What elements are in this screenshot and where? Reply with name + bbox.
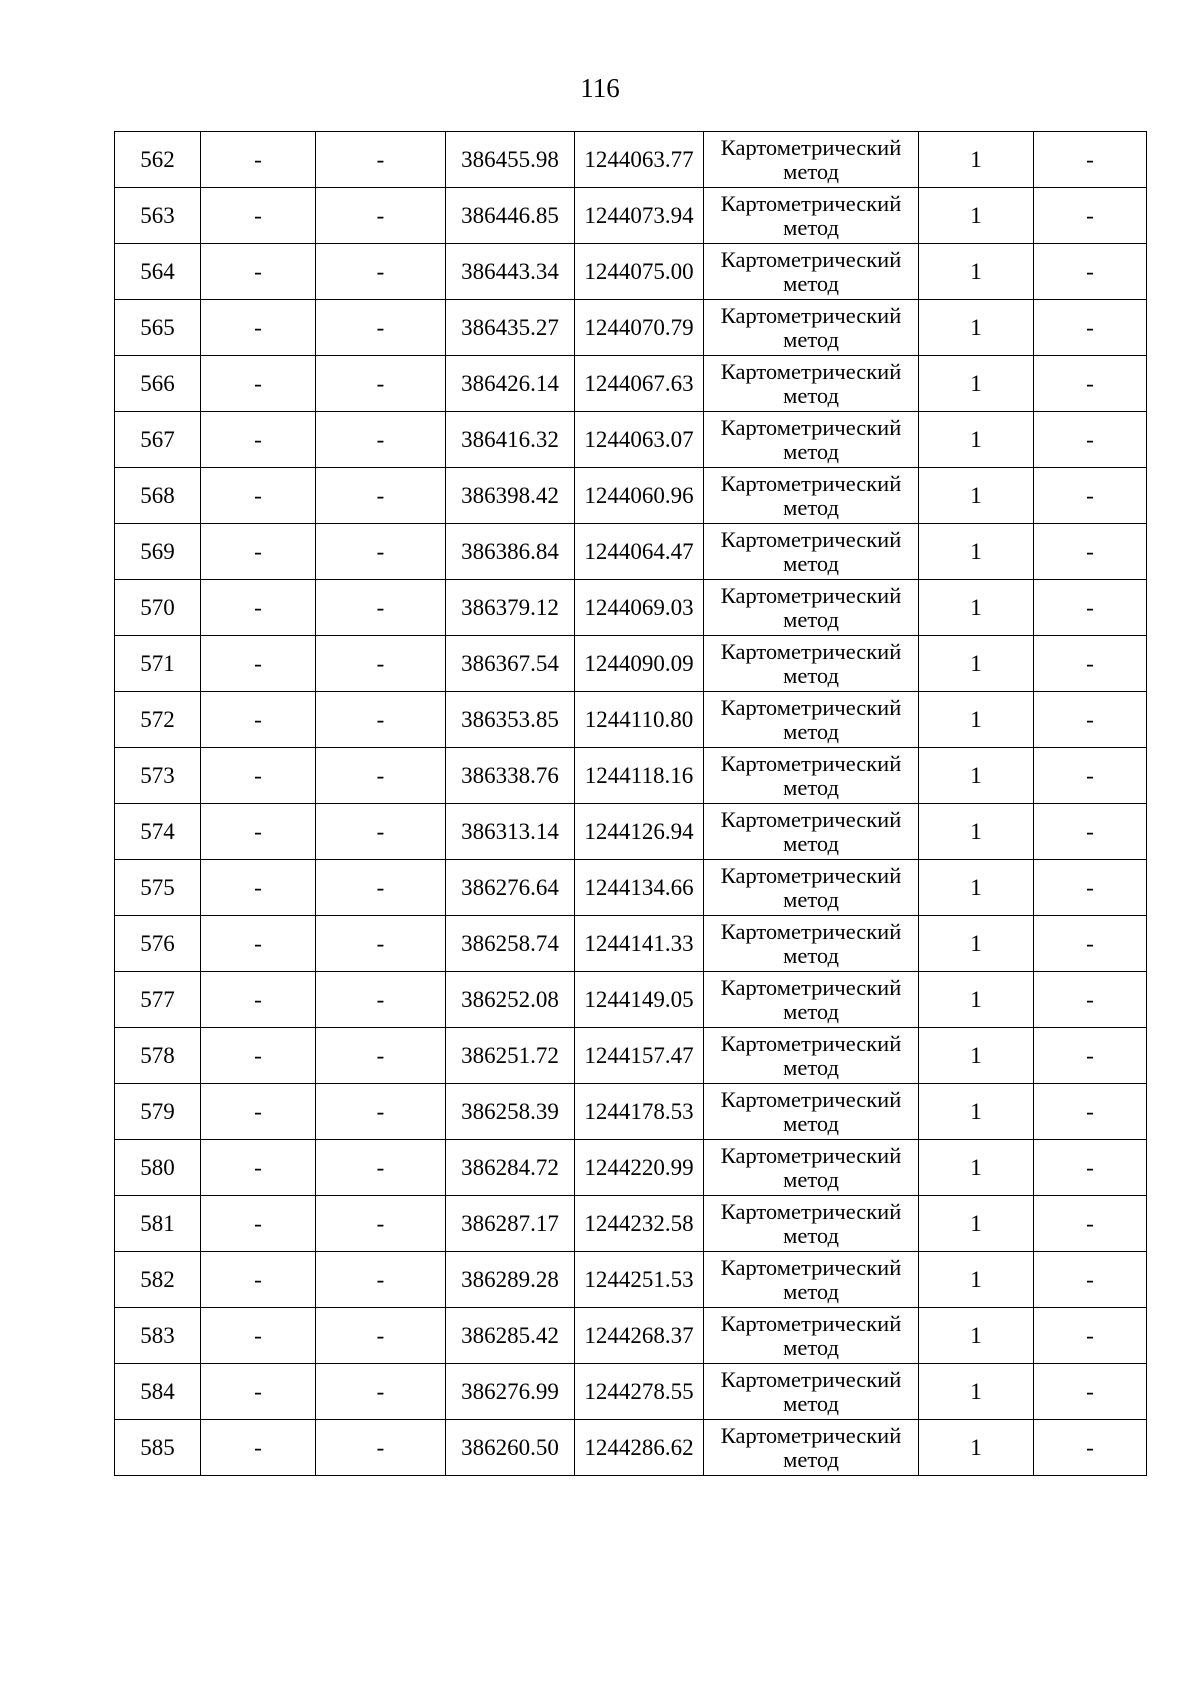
x-coordinate-cell: 386443.34 <box>446 244 575 300</box>
x-coordinate-cell: 386367.54 <box>446 636 575 692</box>
accuracy-cell: 1 <box>919 244 1034 300</box>
y-coordinate-cell: 1244067.63 <box>575 356 704 412</box>
table-row <box>115 748 1147 804</box>
x-coordinate-cell: 386313.14 <box>446 804 575 860</box>
old-y-cell: - <box>316 916 446 972</box>
x-coordinate-cell: 386284.72 <box>446 1140 575 1196</box>
old-y-cell: - <box>316 524 446 580</box>
x-coordinate-cell: 386416.32 <box>446 412 575 468</box>
method-cell: Картометрический метод <box>704 692 919 748</box>
description-cell: - <box>1034 356 1147 412</box>
old-x-cell: - <box>201 748 316 804</box>
table-row <box>115 916 1147 972</box>
old-y-cell: - <box>316 1140 446 1196</box>
y-coordinate-cell: 1244063.77 <box>575 132 704 188</box>
old-y-cell: - <box>316 468 446 524</box>
point-number-cell: 563 <box>115 188 201 244</box>
y-coordinate-cell: 1244268.37 <box>575 1308 704 1364</box>
accuracy-cell: 1 <box>919 468 1034 524</box>
table-row <box>115 860 1147 916</box>
description-cell: - <box>1034 300 1147 356</box>
description-cell: - <box>1034 468 1147 524</box>
x-coordinate-cell: 386379.12 <box>446 580 575 636</box>
old-y-cell: - <box>316 692 446 748</box>
table-row <box>115 1252 1147 1308</box>
point-number-cell: 577 <box>115 972 201 1028</box>
table-row <box>115 524 1147 580</box>
point-number-cell: 570 <box>115 580 201 636</box>
method-cell: Картометрический метод <box>704 972 919 1028</box>
method-cell: Картометрический метод <box>704 132 919 188</box>
old-y-cell: - <box>316 356 446 412</box>
y-coordinate-cell: 1244232.58 <box>575 1196 704 1252</box>
table-row <box>115 132 1147 188</box>
description-cell: - <box>1034 1252 1147 1308</box>
description-cell: - <box>1034 188 1147 244</box>
point-number-cell: 566 <box>115 356 201 412</box>
y-coordinate-cell: 1244063.07 <box>575 412 704 468</box>
old-y-cell: - <box>316 636 446 692</box>
table-row <box>115 468 1147 524</box>
description-cell: - <box>1034 1084 1147 1140</box>
accuracy-cell: 1 <box>919 1308 1034 1364</box>
old-x-cell: - <box>201 1252 316 1308</box>
old-x-cell: - <box>201 1196 316 1252</box>
old-x-cell: - <box>201 916 316 972</box>
old-y-cell: - <box>316 188 446 244</box>
accuracy-cell: 1 <box>919 132 1034 188</box>
method-cell: Картометрический метод <box>704 1420 919 1476</box>
y-coordinate-cell: 1244286.62 <box>575 1420 704 1476</box>
point-number-cell: 569 <box>115 524 201 580</box>
description-cell: - <box>1034 692 1147 748</box>
point-number-cell: 576 <box>115 916 201 972</box>
old-x-cell: - <box>201 188 316 244</box>
old-y-cell: - <box>316 412 446 468</box>
table-row <box>115 356 1147 412</box>
old-x-cell: - <box>201 1308 316 1364</box>
old-y-cell: - <box>316 972 446 1028</box>
method-cell: Картометрический метод <box>704 748 919 804</box>
old-y-cell: - <box>316 244 446 300</box>
y-coordinate-cell: 1244064.47 <box>575 524 704 580</box>
old-x-cell: - <box>201 244 316 300</box>
old-x-cell: - <box>201 524 316 580</box>
y-coordinate-cell: 1244251.53 <box>575 1252 704 1308</box>
y-coordinate-cell: 1244178.53 <box>575 1084 704 1140</box>
old-y-cell: - <box>316 1028 446 1084</box>
description-cell: - <box>1034 1420 1147 1476</box>
table-row <box>115 412 1147 468</box>
method-cell: Картометрический метод <box>704 1084 919 1140</box>
accuracy-cell: 1 <box>919 1196 1034 1252</box>
accuracy-cell: 1 <box>919 524 1034 580</box>
description-cell: - <box>1034 860 1147 916</box>
y-coordinate-cell: 1244070.79 <box>575 300 704 356</box>
y-coordinate-cell: 1244134.66 <box>575 860 704 916</box>
method-cell: Картометрический метод <box>704 524 919 580</box>
point-number-cell: 567 <box>115 412 201 468</box>
old-y-cell: - <box>316 1364 446 1420</box>
point-number-cell: 562 <box>115 132 201 188</box>
old-x-cell: - <box>201 1420 316 1476</box>
table-row <box>115 188 1147 244</box>
method-cell: Картометрический метод <box>704 1364 919 1420</box>
old-y-cell: - <box>316 1308 446 1364</box>
method-cell: Картометрический метод <box>704 636 919 692</box>
old-x-cell: - <box>201 860 316 916</box>
y-coordinate-cell: 1244141.33 <box>575 916 704 972</box>
point-number-cell: 580 <box>115 1140 201 1196</box>
old-y-cell: - <box>316 1084 446 1140</box>
x-coordinate-cell: 386260.50 <box>446 1420 575 1476</box>
method-cell: Картометрический метод <box>704 356 919 412</box>
x-coordinate-cell: 386435.27 <box>446 300 575 356</box>
y-coordinate-cell: 1244090.09 <box>575 636 704 692</box>
table-row <box>115 1196 1147 1252</box>
old-x-cell: - <box>201 356 316 412</box>
method-cell: Картометрический метод <box>704 916 919 972</box>
point-number-cell: 572 <box>115 692 201 748</box>
old-x-cell: - <box>201 1140 316 1196</box>
description-cell: - <box>1034 1196 1147 1252</box>
old-x-cell: - <box>201 692 316 748</box>
point-number-cell: 582 <box>115 1252 201 1308</box>
accuracy-cell: 1 <box>919 188 1034 244</box>
method-cell: Картометрический метод <box>704 580 919 636</box>
point-number-cell: 583 <box>115 1308 201 1364</box>
method-cell: Картометрический метод <box>704 1196 919 1252</box>
accuracy-cell: 1 <box>919 692 1034 748</box>
x-coordinate-cell: 386252.08 <box>446 972 575 1028</box>
accuracy-cell: 1 <box>919 1252 1034 1308</box>
old-x-cell: - <box>201 804 316 860</box>
y-coordinate-cell: 1244110.80 <box>575 692 704 748</box>
table-row <box>115 1420 1147 1476</box>
point-number-cell: 575 <box>115 860 201 916</box>
description-cell: - <box>1034 132 1147 188</box>
y-coordinate-cell: 1244149.05 <box>575 972 704 1028</box>
x-coordinate-cell: 386285.42 <box>446 1308 575 1364</box>
x-coordinate-cell: 386258.39 <box>446 1084 575 1140</box>
description-cell: - <box>1034 916 1147 972</box>
description-cell: - <box>1034 1308 1147 1364</box>
method-cell: Картометрический метод <box>704 300 919 356</box>
old-y-cell: - <box>316 748 446 804</box>
description-cell: - <box>1034 580 1147 636</box>
accuracy-cell: 1 <box>919 300 1034 356</box>
x-coordinate-cell: 386276.64 <box>446 860 575 916</box>
x-coordinate-cell: 386426.14 <box>446 356 575 412</box>
method-cell: Картометрический метод <box>704 1028 919 1084</box>
old-x-cell: - <box>201 132 316 188</box>
x-coordinate-cell: 386455.98 <box>446 132 575 188</box>
x-coordinate-cell: 386338.76 <box>446 748 575 804</box>
y-coordinate-cell: 1244060.96 <box>575 468 704 524</box>
accuracy-cell: 1 <box>919 916 1034 972</box>
old-x-cell: - <box>201 468 316 524</box>
method-cell: Картометрический метод <box>704 468 919 524</box>
table-row <box>115 580 1147 636</box>
table-row <box>115 1364 1147 1420</box>
point-number-cell: 584 <box>115 1364 201 1420</box>
point-number-cell: 581 <box>115 1196 201 1252</box>
point-number-cell: 573 <box>115 748 201 804</box>
description-cell: - <box>1034 972 1147 1028</box>
accuracy-cell: 1 <box>919 972 1034 1028</box>
y-coordinate-cell: 1244220.99 <box>575 1140 704 1196</box>
old-x-cell: - <box>201 972 316 1028</box>
method-cell: Картометрический метод <box>704 244 919 300</box>
x-coordinate-cell: 386251.72 <box>446 1028 575 1084</box>
old-x-cell: - <box>201 1028 316 1084</box>
x-coordinate-cell: 386446.85 <box>446 188 575 244</box>
point-number-cell: 565 <box>115 300 201 356</box>
point-number-cell: 585 <box>115 1420 201 1476</box>
table-row <box>115 1308 1147 1364</box>
accuracy-cell: 1 <box>919 1420 1034 1476</box>
coordinates-table <box>114 131 1147 1476</box>
table-row <box>115 692 1147 748</box>
point-number-cell: 579 <box>115 1084 201 1140</box>
description-cell: - <box>1034 748 1147 804</box>
old-x-cell: - <box>201 412 316 468</box>
y-coordinate-cell: 1244118.16 <box>575 748 704 804</box>
old-y-cell: - <box>316 1252 446 1308</box>
old-y-cell: - <box>316 1196 446 1252</box>
point-number-cell: 578 <box>115 1028 201 1084</box>
method-cell: Картометрический метод <box>704 1252 919 1308</box>
y-coordinate-cell: 1244069.03 <box>575 580 704 636</box>
table-row <box>115 636 1147 692</box>
x-coordinate-cell: 386398.42 <box>446 468 575 524</box>
old-x-cell: - <box>201 1084 316 1140</box>
table-row <box>115 1084 1147 1140</box>
old-x-cell: - <box>201 636 316 692</box>
y-coordinate-cell: 1244126.94 <box>575 804 704 860</box>
accuracy-cell: 1 <box>919 748 1034 804</box>
table-row <box>115 300 1147 356</box>
old-x-cell: - <box>201 580 316 636</box>
old-y-cell: - <box>316 1420 446 1476</box>
method-cell: Картометрический метод <box>704 804 919 860</box>
page-number: 116 <box>580 73 620 103</box>
accuracy-cell: 1 <box>919 1140 1034 1196</box>
accuracy-cell: 1 <box>919 1364 1034 1420</box>
table-row <box>115 1028 1147 1084</box>
accuracy-cell: 1 <box>919 1084 1034 1140</box>
x-coordinate-cell: 386386.84 <box>446 524 575 580</box>
table-row <box>115 244 1147 300</box>
point-number-cell: 571 <box>115 636 201 692</box>
x-coordinate-cell: 386287.17 <box>446 1196 575 1252</box>
method-cell: Картометрический метод <box>704 1308 919 1364</box>
accuracy-cell: 1 <box>919 804 1034 860</box>
old-x-cell: - <box>201 1364 316 1420</box>
x-coordinate-cell: 386289.28 <box>446 1252 575 1308</box>
description-cell: - <box>1034 636 1147 692</box>
old-y-cell: - <box>316 580 446 636</box>
y-coordinate-cell: 1244157.47 <box>575 1028 704 1084</box>
old-y-cell: - <box>316 300 446 356</box>
point-number-cell: 568 <box>115 468 201 524</box>
table-row <box>115 804 1147 860</box>
x-coordinate-cell: 386276.99 <box>446 1364 575 1420</box>
accuracy-cell: 1 <box>919 636 1034 692</box>
old-x-cell: - <box>201 300 316 356</box>
method-cell: Картометрический метод <box>704 1140 919 1196</box>
accuracy-cell: 1 <box>919 580 1034 636</box>
description-cell: - <box>1034 1364 1147 1420</box>
method-cell: Картометрический метод <box>704 412 919 468</box>
table-row <box>115 1140 1147 1196</box>
point-number-cell: 574 <box>115 804 201 860</box>
table-row <box>115 972 1147 1028</box>
description-cell: - <box>1034 1028 1147 1084</box>
description-cell: - <box>1034 804 1147 860</box>
point-number-cell: 564 <box>115 244 201 300</box>
old-y-cell: - <box>316 804 446 860</box>
y-coordinate-cell: 1244075.00 <box>575 244 704 300</box>
y-coordinate-cell: 1244278.55 <box>575 1364 704 1420</box>
old-y-cell: - <box>316 132 446 188</box>
x-coordinate-cell: 386353.85 <box>446 692 575 748</box>
old-y-cell: - <box>316 860 446 916</box>
description-cell: - <box>1034 1140 1147 1196</box>
table-body <box>115 132 1147 1476</box>
description-cell: - <box>1034 524 1147 580</box>
description-cell: - <box>1034 412 1147 468</box>
method-cell: Картометрический метод <box>704 188 919 244</box>
accuracy-cell: 1 <box>919 412 1034 468</box>
accuracy-cell: 1 <box>919 1028 1034 1084</box>
method-cell: Картометрический метод <box>704 860 919 916</box>
accuracy-cell: 1 <box>919 860 1034 916</box>
accuracy-cell: 1 <box>919 356 1034 412</box>
description-cell: - <box>1034 244 1147 300</box>
y-coordinate-cell: 1244073.94 <box>575 188 704 244</box>
x-coordinate-cell: 386258.74 <box>446 916 575 972</box>
